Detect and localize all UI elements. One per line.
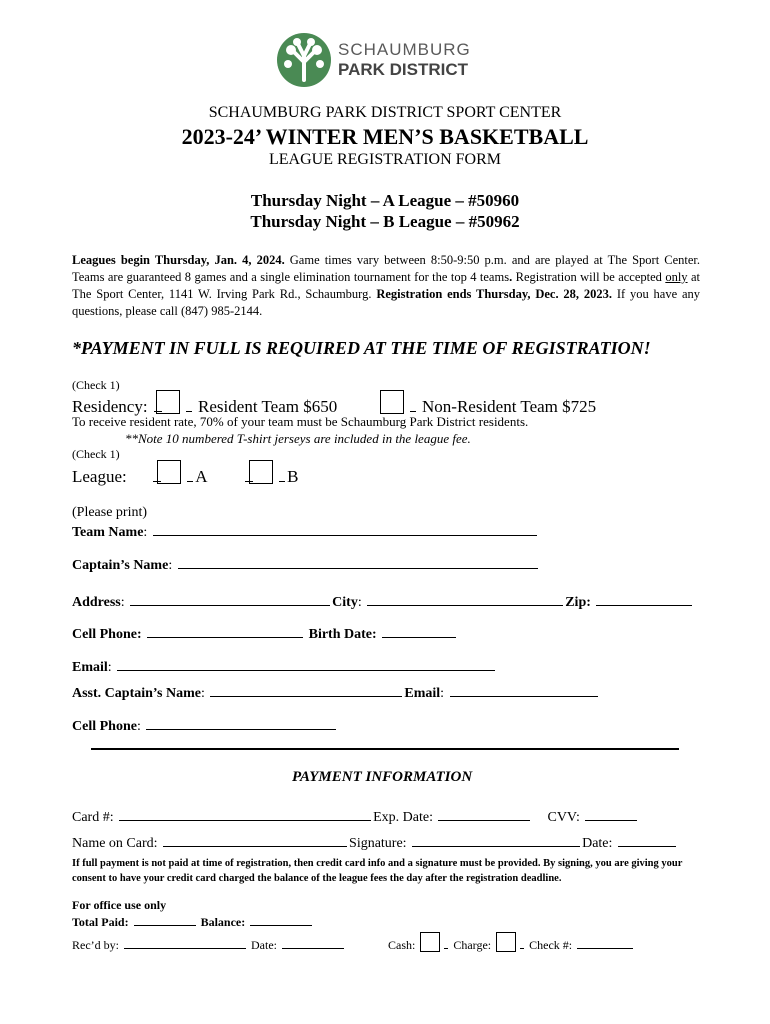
league-a-heading: Thursday Night – A League – #50960	[250, 191, 520, 210]
cell-phone-label: Cell Phone:	[72, 627, 142, 642]
balance-field[interactable]	[250, 914, 312, 926]
asst-captain-field[interactable]	[210, 682, 402, 697]
residency-check-note: (Check 1)	[72, 378, 120, 392]
org-name: SCHAUMBURG PARK DISTRICT SPORT CENTER	[208, 104, 562, 121]
league-row	[72, 460, 298, 487]
asst-email-field[interactable]	[450, 682, 598, 697]
email-label: Email	[72, 660, 108, 675]
nonresident-checkbox[interactable]	[380, 390, 404, 414]
cash-label: Cash:	[388, 938, 416, 952]
intro-text: Game times vary between 8:50-9:50 p.m. and are played at The Sport Center. Teams are guaranteed 8 games and a single elimination tournament for the top 4 teams	[72, 253, 700, 284]
payment-date-field[interactable]	[618, 832, 676, 847]
league-a-option: A	[195, 467, 207, 486]
jersey-note: **Note 10 numbered T-shirt jerseys are included in the league fee.	[125, 431, 471, 446]
print-note: (Please print)	[72, 505, 148, 520]
intro-start-date: Leagues begin Thursday, Jan. 4, 2024.	[72, 253, 285, 267]
consent-text: If full payment is not paid at time of registration, then credit card info and a signature must be provided. By signing, you are giving your consent to have your credit card charged the balance of the league fees the day after the registration deadline.	[72, 858, 683, 884]
payment-heading: PAYMENT INFORMATION	[292, 769, 473, 785]
city-label: City	[332, 595, 358, 610]
name-on-card-label: Name on Card:	[72, 836, 158, 851]
payment-notice: *PAYMENT IN FULL IS REQUIRED AT THE TIME OF REGISTRATION!	[72, 338, 651, 358]
tree-logo-icon	[276, 32, 332, 88]
recd-by-label: Rec’d by:	[72, 938, 119, 952]
team-name-label: Team Name	[72, 525, 144, 540]
address-row: Address: City: Zip:	[72, 591, 694, 611]
signature-field[interactable]	[412, 832, 580, 847]
email-field[interactable]	[117, 656, 495, 671]
nonresident-line	[410, 397, 416, 412]
section-divider	[91, 748, 679, 750]
office-heading: For office use only	[72, 898, 167, 912]
card-label: Card #:	[72, 810, 114, 825]
intro-text: Registration will be accepted	[512, 270, 666, 284]
charge-label: Charge:	[453, 938, 492, 952]
asst-captain-row: Asst. Captain’s Name: Email:	[72, 682, 600, 702]
zip-field[interactable]	[596, 591, 692, 606]
form-title: 2023-24’ WINTER MEN’S BASKETBALL	[181, 124, 589, 149]
intro-dot: .	[509, 270, 513, 284]
league-b-heading: Thursday Night – B League – #50962	[250, 212, 520, 231]
cvv-label: CVV:	[547, 810, 580, 825]
cell-phone-2-row: Cell Phone:	[72, 715, 338, 735]
league-check-note: (Check 1)	[72, 447, 120, 461]
asst-email-label: Email	[404, 686, 441, 701]
address-label: Address	[72, 595, 121, 610]
exp-field[interactable]	[438, 806, 530, 821]
cvv-field[interactable]	[585, 806, 637, 821]
city-field[interactable]	[367, 591, 563, 606]
captain-name-row: Captain’s Name:	[72, 554, 540, 574]
cell-phone-2-field[interactable]	[146, 715, 336, 730]
resident-checkbox[interactable]	[156, 390, 180, 414]
nonresident-option: Non-Resident Team $725	[422, 397, 597, 416]
name-on-card-row	[72, 832, 678, 852]
asst-captain-label: Asst. Captain’s Name	[72, 686, 201, 701]
office-date-label: Date:	[251, 938, 277, 952]
email-row: Email:	[72, 656, 497, 676]
recd-by-field[interactable]	[124, 937, 246, 949]
address-field[interactable]	[130, 591, 330, 606]
league-b-option: B	[287, 467, 299, 486]
captain-name-field[interactable]	[178, 554, 538, 569]
form-subtitle: LEAGUE REGISTRATION FORM	[269, 151, 501, 168]
cash-checkbox[interactable]	[420, 932, 440, 952]
league-b-line	[279, 467, 285, 482]
total-paid-field[interactable]	[134, 914, 196, 926]
charge-line	[520, 937, 524, 949]
office-totals-row	[72, 914, 314, 930]
exp-label: Exp. Date:	[373, 810, 433, 825]
check-number-field[interactable]	[577, 937, 633, 949]
cell-phone-row	[72, 623, 458, 643]
birth-date-label: Birth Date:	[308, 627, 377, 642]
league-b-checkbox[interactable]	[249, 460, 273, 484]
intro-only: only	[665, 270, 688, 284]
logo-line2: PARK DISTRICT	[338, 60, 469, 79]
balance-label: Balance:	[200, 915, 246, 929]
team-name-row: Team Name:	[72, 521, 539, 541]
team-name-field[interactable]	[153, 521, 537, 536]
signature-label: Signature:	[349, 836, 407, 851]
card-field[interactable]	[119, 806, 371, 821]
check-number-label: Check #:	[529, 938, 573, 952]
intro-text: at The Sport Center, 1141 W. Irving Park Rd., Schaumburg.	[72, 270, 700, 301]
birth-date-field[interactable]	[382, 623, 456, 638]
cash-line	[444, 937, 448, 949]
payment-date-label: Date:	[582, 836, 613, 851]
residency-label: Residency:	[72, 397, 148, 416]
logo-line1: SCHAUMBURG	[338, 40, 471, 59]
intro-paragraph	[72, 252, 700, 320]
office-date-field[interactable]	[282, 937, 344, 949]
zip-label: Zip:	[565, 595, 591, 610]
resident-line	[186, 397, 192, 412]
office-received-row	[72, 932, 635, 953]
resident-rate-note: To receive resident rate, 70% of your team must be Schaumburg Park District residents.	[72, 414, 529, 429]
park-district-logo	[276, 32, 476, 92]
total-paid-label: Total Paid:	[72, 915, 129, 929]
intro-deadline: Registration ends Thursday, Dec. 28, 2023.	[376, 287, 612, 301]
league-a-checkbox[interactable]	[157, 460, 181, 484]
intro-text: If you have any questions, please call (847) 985-2144.	[72, 287, 700, 318]
league-a-line	[187, 467, 193, 482]
name-on-card-field[interactable]	[163, 832, 347, 847]
resident-option: Resident Team $650	[198, 397, 338, 416]
residency-row	[72, 390, 596, 417]
card-row	[72, 806, 639, 826]
league-label: League:	[72, 467, 127, 486]
captain-name-label: Captain’s Name	[72, 558, 169, 573]
cell-phone-field[interactable]	[147, 623, 303, 638]
charge-checkbox[interactable]	[496, 932, 516, 952]
cell-phone-2-label: Cell Phone	[72, 719, 137, 734]
